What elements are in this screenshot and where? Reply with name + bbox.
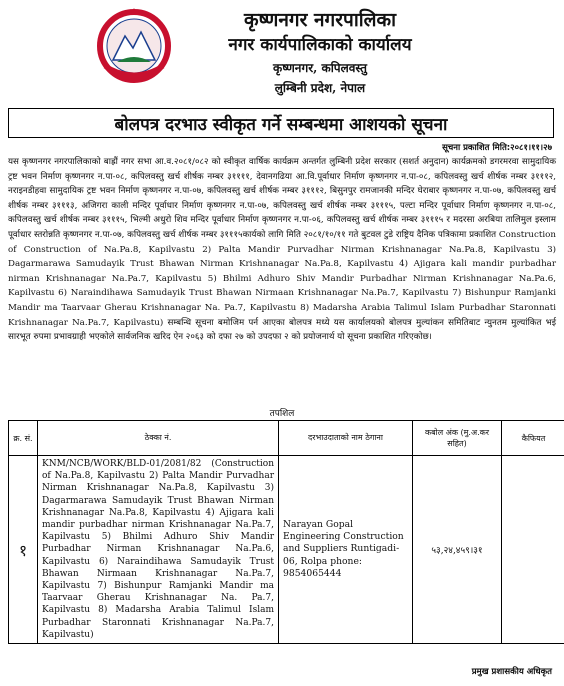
nepal-emblem-icon [95,6,173,84]
row-remarks [502,456,564,644]
row-bidder: Narayan Gopal Engineering Construction and Suppliers Runtigadi-06, Rolpa phone: 9854065444 [279,456,413,644]
signatory-title: प्रमुख प्रशासकीय अधिकृत [471,667,552,677]
notice-body: यस कृष्णनगर नगरपालिकाको बाह्रौं नगर सभा आ.व.२०८१/०८२ को स्वीकृत वार्षिक कार्यक्रम अन्तर्गत लुम्बिनी प्रदेश सरकार (सशर्त अनुदान) कार्यक्रमको डगरमरवा सामुदायिक ट्रष्ट भवन निर्माण कृष्णनगर न.पा-०८, कपिलवस्तु खर्च शीर्षक नम्बर ३११११, देवानगढिया आ.वि.पूर्वाधार निर्माण कृष्णनगर न.पा-०८, कपिलवस्तु खर्च शीर्षक नम्बर ३१११२, नराइनडीहवा सामुदायिक ट्रष्ट भवन निर्माण कृष्णनगर न.पा-०७, कपिलवस्तु खर्च शीर्षक नम्बर ३१११२, बिसुनपुर रामजानकी मन्दिर घेराबार कृष्णनगर न.पा-०७, कपिलवस्तु खर्च शीर्षक नम्बर ३१११३, अजिगरा काली मन्दिर पूर्वाधार निर्माण कृष्णनगर न.पा-०७, कपिलवस्तु खर्च शीर्षक नम्बर ३१११५, पल्टा मन्दिर पूर्वाधार निर्माण कृष्णनगर न.पा-०८, कपिलवस्तु खर्च शीर्षक नम्बर ३१११५, भिल्मी अधुरो शिव मन्दिर पूर्वाधार निर्माण कृष्णनगर न.पा-०६, कपिलवस्तु खर्च शीर्षक नम्बर ३१११५ र मदरसा अरबिया तालिमुल इस्लाम पूर्वाधार स्तरोन्नति कृष्णनगर न.पा-०७, कपिलवस्तु खर्च शीर्षक नम्बर ३१११५कार्यको लागि मिति २०८१/१०/११ गते बुटवल टुडे राष्ट्रिय दैनिक पत्रिकामा प्रकाशित Construction of Construction of Na.Pa.8, Kapilvastu 2) Palta Mandir Purvadhar Nirman Krishnanagar Na.Pa.8, Kapilvastu 3) Dagarmarawa Samudayik Trust Bhawan Nirman Krishnanagar Na.Pa.8, Kapilvastu 4) Ajigara kali mandir purbadhar nirman Krishnanagar Na.Pa.7, Kapilvastu 5) Bhilmi Adhuro Shiv Mandir Purbadhar Nirman Krishnanagar Na.Pa.6, Kapilvastu 6) Naraindihawa Samudayik Trust Bhawan Nirmaan Krishnanagar Na.Pa.7, Kapilvastu 7) Bishunpur Ramjanki Mandir ma Taarvaar Gherau Krishnanagar Na. Pa.7, Kapilvastu 8) Madarsha Arabia Talimul Islam Purbadhar Staronnati Krishnanagar Na.Pa.7, Kapilvastu) सम्बन्धि सूचना बमोजिम पर्न आएका बोलपत्र मध्ये यस कार्यालयको बोलपत्र मुल्यांकन समितिबाट न्युनतम मुल्यांकित भई सारभूत रुपमा प्रभावग्राही भएकोले सार्वजनिक खरिद ऐन २०६३ को दफा २७ को उपदफा २ को प्रयोजनार्थ यो सूचना प्रकाशित गरिएकोछ। [8,157,556,343]
province-country: लुम्बिनी प्रदेश, नेपाल [274,81,366,95]
header-amount: कबोल अंक (मु.अ.कर सहित) [413,421,502,456]
row-sn: १ [9,456,38,644]
municipality-name: कृष्णनगर नगरपालिका [243,9,397,31]
header-sn: क्र. सं. [9,421,38,456]
schedule-title: तपशिल [269,409,295,419]
row-contract: KNM/NCB/WORK/BLD-01/2081/82 (Construction of Na.Pa.8, Kapilvastu 2) Palta Mandir Purvadhar Nirman Krishnanagar Na.Pa.8, Kapilvastu 3) Dagarmarawa Samudayik Trust Bhawan Nirman Krishnanagar Na.Pa.8, Kapilvastu 4) Ajigara kali mandir purbadhar nirman Krishnanagar Na.Pa.7, Kapilvastu 5) Bhilmi Adhuro Shiv Mandir Purbadhar Nirman Krishnanagar Na.Pa.6, Kapilvastu 6) Naraindihawa Samudayik Trust Bhawan Nirmaan Krishnanagar Na.Pa.7, Kapilvastu 7) Bishunpur Ramjanki Mandir ma Taarvaar Gherau Krishnanagar Na. Pa.7, Kapilvastu 8) Madarsha Arabia Talimul Islam Purbadhar Staronnati Krishnanagar Na.Pa.7, Kapilvastu) [38,456,279,644]
letterhead [0,0,564,108]
header-bidder: दरभाउदाताको नाम ठेगाना [279,421,413,456]
header-contract: ठेक्का नं. [38,421,279,456]
office-location: कृष्णनगर, कपिलवस्तु [273,61,367,75]
schedule-table [8,420,564,644]
table-row [9,456,564,644]
notice-title: बोलपत्र दरभाउ स्वीकृत गर्ने सम्बन्धमा आशयको सूचना [8,108,554,138]
row-amount: ५३,२४,४५९।३१ [413,456,502,644]
header-remarks: कैफियत [502,421,564,456]
office-name: नगर कार्यपालिकाको कार्यालय [228,35,412,55]
publish-date: सूचना प्रकाशित मिति:२०८१।११।२७ [442,143,552,153]
table-header-row [9,421,564,456]
